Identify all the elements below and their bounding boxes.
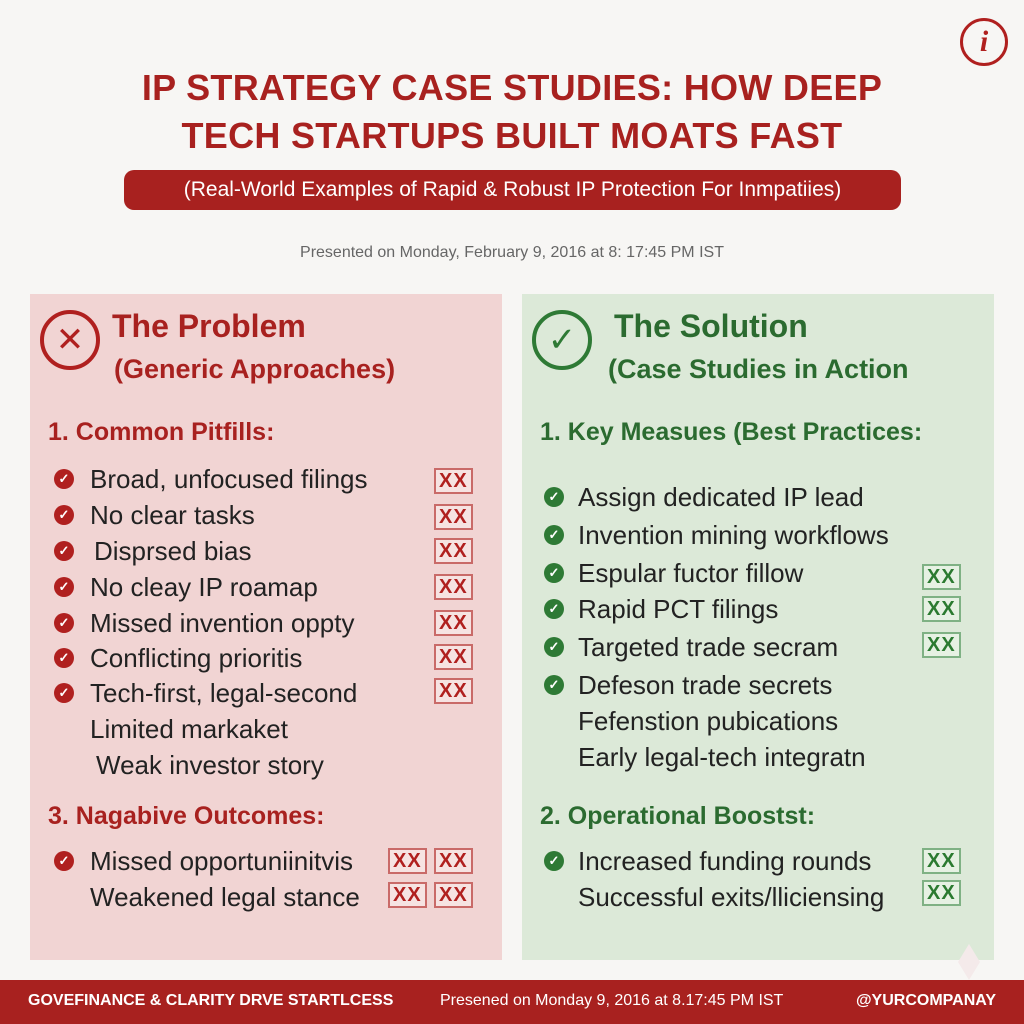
check-bullet-icon: ✓: [544, 637, 564, 657]
list-item: Weak investor story: [96, 750, 324, 780]
check-bullet-icon: ✓: [544, 851, 564, 871]
footer-tagline: GOVEFINANCE & CLARITY DRVE STARTLCESS: [28, 992, 394, 1009]
check-bullet-icon: ✓: [544, 675, 564, 695]
list-item: Early legal-tech integratn: [578, 742, 866, 772]
xx-mark: XX: [388, 882, 427, 908]
check-circle-icon: ✓: [532, 310, 592, 370]
xx-mark: XX: [434, 644, 473, 670]
xx-mark: XX: [434, 504, 473, 530]
check-bullet-icon: ✓: [54, 613, 74, 633]
solution-section-boosts: 2. Operational Boostst:: [540, 802, 816, 830]
xx-mark: XX: [434, 610, 473, 636]
footer: [0, 980, 1024, 1024]
check-bullet-icon: ✓: [544, 599, 564, 619]
xx-mark: XX: [434, 468, 473, 494]
check-bullet-icon: ✓: [54, 683, 74, 703]
check-bullet-icon: ✓: [54, 505, 74, 525]
check-bullet-icon: ✓: [54, 648, 74, 668]
solution-section-practices: 1. Key Measues (Best Practices:: [540, 418, 923, 446]
subtitle-banner: (Real-World Examples of Rapid & Robust IP Protection For Inmpatiies): [124, 170, 901, 210]
check-bullet-icon: ✓: [544, 487, 564, 507]
solution-panel: ✓ The Solution (Case Studies in Action 1. Key Measues (Best Practices: ✓ Assign dedicated IP lead ✓ Invention mining workflows ✓ Espular fuctor fillow XX ✓ Rapid PCT filings XX ✓ Targeted trade secram XX ✓ Defeson trade secrets Fefenstion pubications Early legal-tech integratn 2. Operational Boostst: ✓ Increased funding rounds XX Successful exits/lliciensing XX: [522, 294, 994, 960]
check-bullet-icon: ✓: [544, 563, 564, 583]
solution-title: The Solution: [614, 308, 808, 344]
xx-mark: XX: [922, 880, 961, 906]
xx-mark: XX: [434, 848, 473, 874]
problem-subtitle: (Generic Approaches): [114, 354, 396, 384]
check-bullet-icon: ✓: [54, 469, 74, 489]
check-bullet-icon: ✓: [54, 851, 74, 871]
page-title: [0, 64, 1024, 160]
xx-mark: XX: [388, 848, 427, 874]
presented-date: Presented on Monday, February 9, 2016 at 8: 17:45 PM IST: [300, 244, 724, 261]
problem-section-pitfalls: 1. Common Pitfills:: [48, 418, 275, 446]
xx-mark: XX: [922, 632, 961, 658]
check-bullet-icon: ✓: [54, 577, 74, 597]
info-icon[interactable]: i: [960, 18, 1008, 66]
footer-date: Presened on Monday 9, 2016 at 8.17:45 PM IST: [440, 992, 784, 1009]
problem-section-outcomes: 3. Nagabive Outcomes:: [48, 802, 325, 830]
footer-handle[interactable]: @YURCOMPANAY: [855, 992, 996, 1009]
list-item: Successful exits/lliciensing: [578, 882, 885, 912]
xx-mark: XX: [434, 678, 473, 704]
list-item: Fefenstion pubications: [578, 706, 839, 736]
list-item: Weakened legal stance: [90, 882, 360, 912]
solution-subtitle: (Case Studies in Action: [608, 354, 909, 384]
list-item: Limited markaket: [90, 714, 288, 744]
title-line-1: IP STRATEGY CASE STUDIES: HOW DEEP: [141, 67, 883, 108]
xx-mark: XX: [922, 564, 961, 590]
xx-mark: XX: [922, 596, 961, 622]
check-bullet-icon: ✓: [544, 525, 564, 545]
xx-mark: XX: [434, 538, 473, 564]
x-circle-icon: ✕: [40, 310, 100, 370]
problem-title: The Problem: [112, 308, 306, 344]
xx-mark: XX: [434, 574, 473, 600]
check-bullet-icon: ✓: [54, 541, 74, 561]
xx-mark: XX: [434, 882, 473, 908]
title-line-2: TECH STARTUPS BUILT MOATS FAST: [181, 115, 843, 156]
xx-mark: XX: [922, 848, 961, 874]
problem-panel: ✕ The Problem (Generic Approaches) 1. Common Pitfills: ✓ Broad, unfocused filings XX ✓ No clear tasks XX ✓ Disprsed bias XX ✓ No cleay IP roamap XX ✓ Missed invention oppty XX ✓ Conflicting prioritis XX ✓ Tech-first, legal-second XX Limited markaket Weak investor story 3. Nagabive Outcomes: ✓ Missed opportuniinitvis XX XX Weakened legal stance XX XX: [30, 294, 502, 960]
